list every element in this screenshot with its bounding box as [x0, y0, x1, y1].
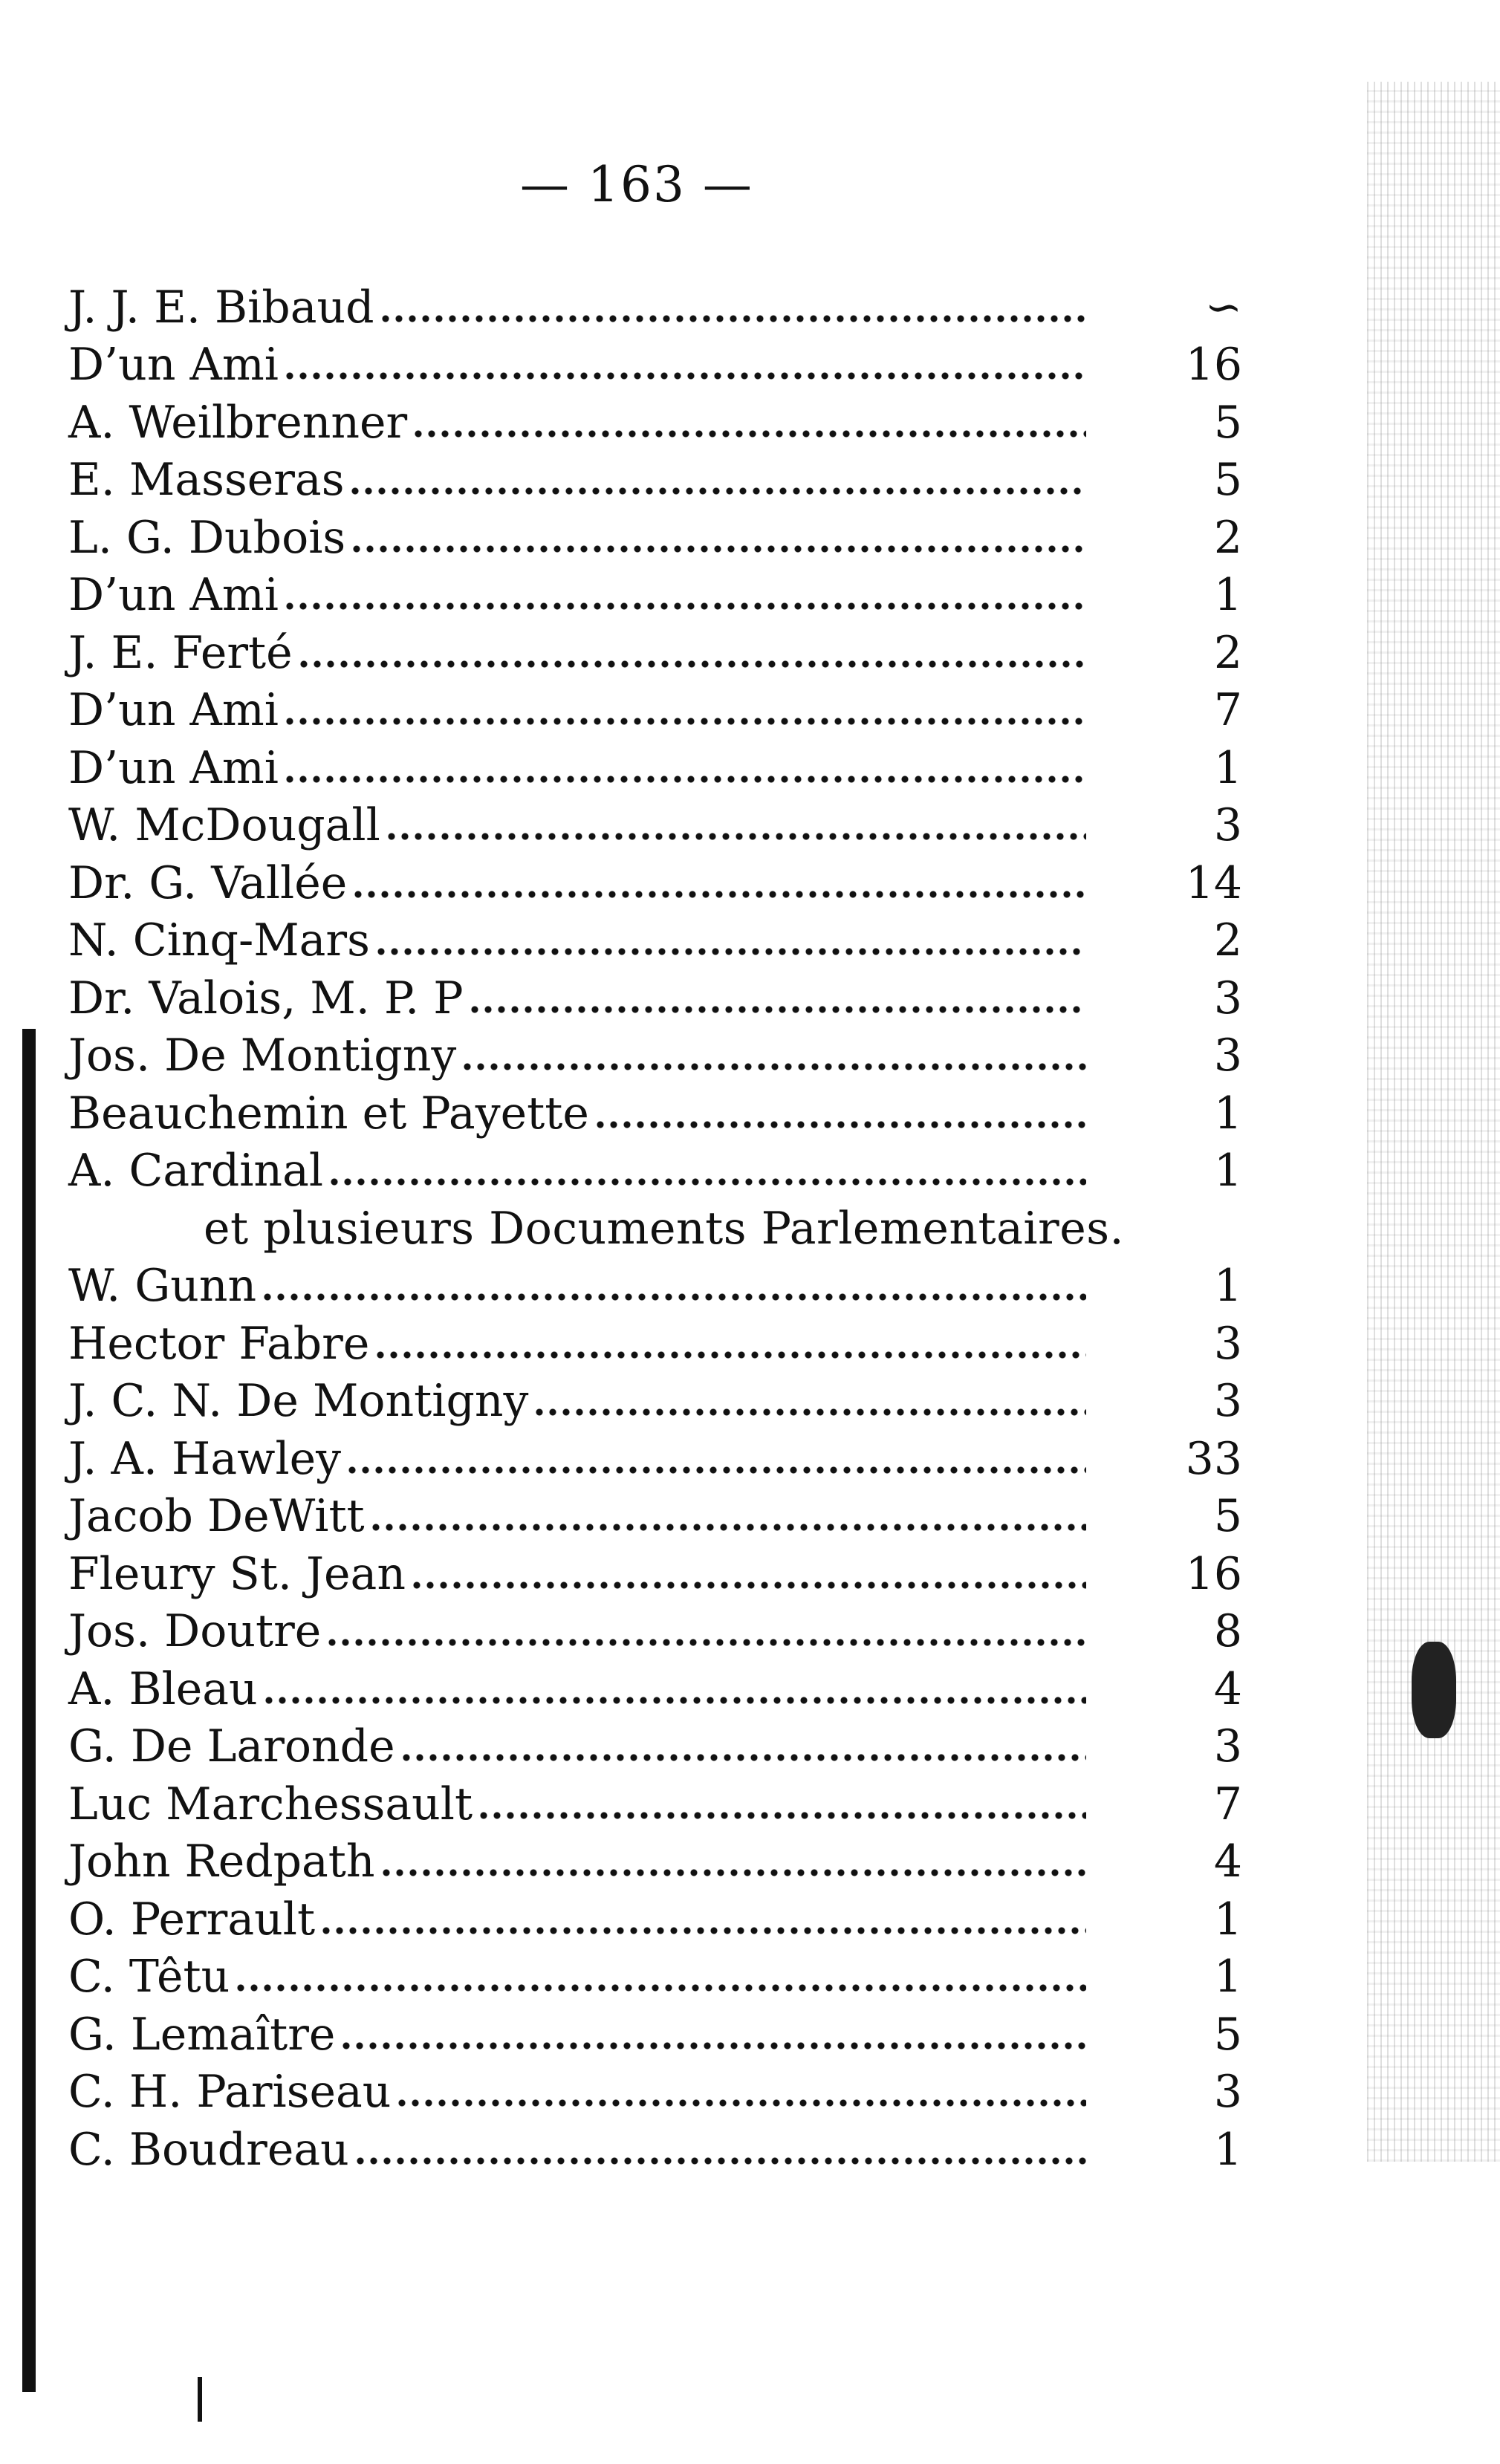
donor-name: W. McDougall — [68, 803, 385, 848]
donor-name: N. Cinq-Mars — [68, 918, 374, 963]
donation-amount: 1 — [1213, 569, 1242, 622]
list-item — [68, 797, 1242, 855]
dot-leader — [283, 716, 1086, 726]
donor-name: J. E. Ferté — [68, 631, 297, 675]
donation-amount: 1 — [1213, 1893, 1242, 1945]
donation-amount: 16 — [1185, 1547, 1242, 1600]
dot-leader — [325, 1637, 1086, 1648]
donor-name: J. J. E. Bibaud — [68, 285, 379, 330]
list-item — [68, 1258, 1242, 1316]
list-item — [68, 969, 1242, 1027]
donation-amount: 33 — [1185, 1432, 1242, 1485]
dot-leader — [283, 774, 1086, 784]
list-item — [68, 1948, 1242, 2006]
donation-amount: 8 — [1213, 1605, 1242, 1658]
donation-amount: 2 — [1213, 914, 1242, 967]
donation-amount: ∽ — [1204, 281, 1242, 334]
donation-amount: 3 — [1213, 1317, 1242, 1370]
dot-leader — [385, 831, 1086, 842]
donor-name: C. H. Pariseau — [68, 2070, 395, 2114]
donor-name: Dr. G. Vallée — [68, 861, 351, 906]
page-number: — 163 — — [520, 156, 753, 213]
donor-name: Fleury St. Jean — [68, 1552, 410, 1596]
donor-name: A. Cardinal — [68, 1148, 328, 1193]
donation-amount: 3 — [1213, 2066, 1242, 2119]
donation-amount: 5 — [1213, 454, 1242, 507]
list-item — [68, 1660, 1242, 1718]
list-item — [68, 567, 1242, 625]
list-item — [68, 394, 1242, 452]
list-item — [68, 1430, 1242, 1488]
list-item — [68, 912, 1242, 970]
donation-amount: 5 — [1213, 396, 1242, 449]
donor-name: A. Weilbrenner — [68, 400, 412, 445]
donation-amount: 3 — [1213, 1030, 1242, 1082]
dot-leader — [328, 1177, 1086, 1187]
list-item — [68, 509, 1242, 567]
dot-leader — [351, 889, 1086, 900]
donor-name: D’un Ami — [68, 342, 283, 387]
dot-leader — [379, 313, 1086, 324]
dot-leader — [350, 544, 1086, 554]
list-item — [68, 1142, 1242, 1200]
donation-amount: 7 — [1213, 1778, 1242, 1830]
donor-name: Luc Marchessault — [68, 1782, 477, 1827]
donation-amount: 3 — [1213, 1720, 1242, 1773]
donor-name: L. G. Dubois — [68, 516, 350, 560]
list-item — [68, 2121, 1242, 2179]
donor-name: A. Bleau — [68, 1667, 262, 1712]
donation-amount: 3 — [1213, 972, 1242, 1024]
donation-amount: 1 — [1213, 1087, 1242, 1140]
dot-leader — [340, 2041, 1086, 2051]
dot-leader — [261, 1292, 1086, 1302]
donor-name: D’un Ami — [68, 688, 283, 732]
list-item — [68, 1775, 1242, 1833]
donor-name: J. C. N. De Montigny — [68, 1379, 533, 1423]
donor-list — [68, 279, 1242, 2179]
donation-amount: 5 — [1213, 1490, 1242, 1543]
dot-leader — [395, 2098, 1086, 2108]
donor-name: G. Lemaître — [68, 2012, 340, 2057]
show-through-texture — [1367, 82, 1500, 2162]
dot-leader — [283, 601, 1086, 611]
donation-amount: 1 — [1213, 1951, 1242, 2003]
donation-amount: 1 — [1213, 1145, 1242, 1197]
donor-name: W. Gunn — [68, 1264, 261, 1308]
donor-name: John Redpath — [68, 1839, 380, 1884]
donation-amount: 2 — [1213, 511, 1242, 564]
note-text: et plusieurs Documents Parlementaires. — [204, 1206, 1129, 1251]
list-item — [68, 1085, 1242, 1142]
dot-leader — [297, 659, 1086, 669]
list-item — [68, 1891, 1242, 1948]
donation-amount: 16 — [1185, 339, 1242, 391]
list-item — [68, 1718, 1242, 1776]
dot-leader — [283, 371, 1086, 381]
dot-leader — [374, 1350, 1086, 1360]
dot-leader — [348, 486, 1086, 496]
donation-amount: 4 — [1213, 1836, 1242, 1888]
list-item-note — [68, 1200, 1242, 1258]
donor-name: J. A. Hawley — [68, 1437, 345, 1481]
list-item — [68, 1315, 1242, 1373]
list-item — [68, 854, 1242, 912]
list-item — [68, 2064, 1242, 2122]
donation-amount: 1 — [1213, 1260, 1242, 1313]
dot-leader — [468, 1004, 1086, 1015]
donation-amount: 1 — [1213, 741, 1242, 794]
donation-amount: 5 — [1213, 2008, 1242, 2061]
donor-name: Jacob DeWitt — [68, 1494, 369, 1538]
donation-amount: 3 — [1213, 1375, 1242, 1428]
donor-name: Jos. De Montigny — [68, 1033, 461, 1078]
binding-edge-bar — [22, 1029, 36, 2392]
list-item — [68, 1603, 1242, 1661]
dot-leader — [380, 1867, 1086, 1878]
list-item — [68, 1488, 1242, 1546]
dot-leader — [354, 2156, 1086, 2166]
donor-name: C. Boudreau — [68, 2127, 354, 2172]
list-item — [68, 624, 1242, 682]
ink-blot — [1412, 1642, 1456, 1738]
dot-leader — [410, 1580, 1086, 1590]
list-item — [68, 279, 1242, 337]
list-item — [68, 682, 1242, 740]
donation-amount: 7 — [1213, 684, 1242, 737]
donor-name: Beauchemin et Payette — [68, 1091, 594, 1136]
dot-leader — [374, 946, 1086, 957]
donation-amount: 3 — [1213, 799, 1242, 852]
donation-amount: 2 — [1213, 626, 1242, 679]
dot-leader — [412, 429, 1086, 439]
dot-leader — [262, 1695, 1086, 1706]
donor-name: D’un Ami — [68, 746, 283, 790]
dot-leader — [345, 1465, 1086, 1475]
dot-leader — [461, 1062, 1086, 1072]
dot-leader — [319, 1925, 1086, 1936]
donor-name: E. Masseras — [68, 458, 348, 502]
donation-amount: 4 — [1213, 1662, 1242, 1715]
dot-leader — [477, 1810, 1086, 1821]
donor-name: O. Perrault — [68, 1897, 319, 1942]
list-item — [68, 739, 1242, 797]
list-item — [68, 337, 1242, 394]
donor-name: G. De Laronde — [68, 1724, 400, 1769]
dot-leader — [594, 1119, 1086, 1130]
print-mark — [198, 2377, 202, 2422]
donation-amount: 1 — [1213, 2123, 1242, 2176]
dot-leader — [533, 1407, 1086, 1417]
donor-name: C. Têtu — [68, 1954, 234, 1999]
donation-amount: 14 — [1185, 856, 1242, 909]
list-item — [68, 1545, 1242, 1603]
donor-name: Hector Fabre — [68, 1322, 374, 1366]
list-item — [68, 1373, 1242, 1431]
list-item — [68, 2006, 1242, 2064]
dot-leader — [234, 1983, 1086, 1993]
list-item — [68, 452, 1242, 510]
donor-name: Dr. Valois, M. P. P — [68, 976, 468, 1021]
donor-name: D’un Ami — [68, 573, 283, 617]
list-item — [68, 1027, 1242, 1085]
dot-leader — [400, 1752, 1086, 1763]
donor-name: Jos. Doutre — [68, 1609, 325, 1654]
list-item — [68, 1833, 1242, 1891]
dot-leader — [369, 1522, 1086, 1532]
